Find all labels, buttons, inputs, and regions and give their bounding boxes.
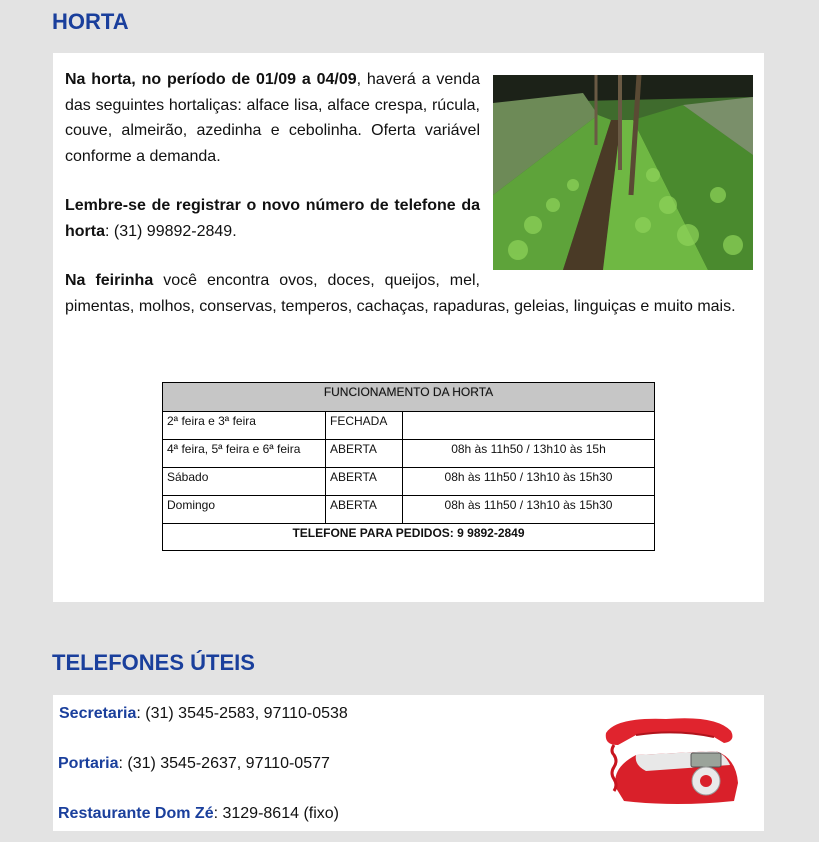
phone-label: Restaurante Dom Zé [58,805,214,822]
table-header: FUNCIONAMENTO DA HORTA [163,383,655,412]
table-cell-hours: 08h às 11h50 / 13h10 às 15h [403,440,655,468]
table-cell-status: ABERTA [326,468,403,496]
telephone-icon [596,713,746,808]
horta-p2-text: : (31) 99892-2849. [105,222,237,240]
phone-value: : (31) 3545-2583, 97110-0538 [136,705,348,722]
horta-text [65,67,753,319]
horta-p1-bold: Na horta, no período de 01/09 a 04/09 [65,71,357,88]
horta-card [53,53,764,602]
table-row [163,468,655,496]
garden-photo [493,75,753,270]
table-cell-days: Sábado [163,468,326,496]
table-row [163,412,655,440]
horta-paragraph-3 [65,268,753,319]
table-cell-days: 4ª feira, 5ª feira e 6ª feira [163,440,326,468]
table-header-row [163,383,655,412]
table-cell-hours: 08h às 11h50 / 13h10 às 15h30 [403,496,655,524]
phone-label: Portaria [58,755,119,772]
phone-line-secretaria [59,705,348,723]
telefones-title: TELEFONES ÚTEIS [52,650,255,675]
horta-p3-text: você encontra ovos, doces, queijos, mel, pimentas, molhos, conservas, temperos, cachaças, rapaduras, geleias, linguiças e muito mais. [65,272,736,315]
table-footer: TELEFONE PARA PEDIDOS: 9 9892-2849 [163,524,655,551]
hours-table [162,382,655,551]
table-row [163,496,655,524]
table-row [163,440,655,468]
table-cell-hours [403,412,655,440]
table-cell-status: FECHADA [326,412,403,440]
table-cell-days: 2ª feira e 3ª feira [163,412,326,440]
phone-value: : (31) 3545-2637, 97110-0577 [118,755,330,772]
phone-line-portaria [58,755,330,773]
phone-value: : 3129-8614 (fixo) [213,805,339,822]
horta-p1-text: , haverá a venda das seguintes hortaliças: alface lisa, alface crespa, rúcula, couve, almeirão, azedinha e cebolinha. Oferta variável conforme a demanda. [65,71,480,165]
phone-label: Secretaria [59,705,137,722]
horta-p2-bold: Lembre-se de registrar o novo número de telefone da horta [65,197,480,240]
table-cell-days: Domingo [163,496,326,524]
horta-title: HORTA [52,9,129,34]
telefones-card [53,695,764,831]
table-cell-status: ABERTA [326,496,403,524]
horta-p3-bold: Na feirinha [65,272,154,289]
table-footer-row [163,524,655,551]
table-cell-status: ABERTA [326,440,403,468]
table-cell-hours: 08h às 11h50 / 13h10 às 15h30 [403,468,655,496]
phone-line-restaurante [58,805,339,823]
